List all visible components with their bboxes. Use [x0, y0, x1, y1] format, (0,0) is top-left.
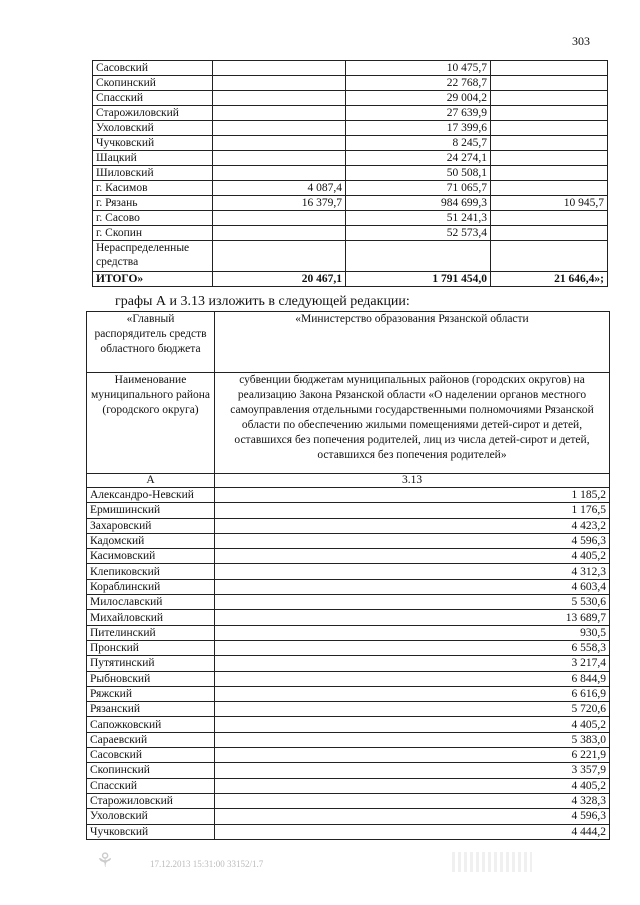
value-cell: 27 639,9: [346, 106, 491, 121]
value-cell: [213, 121, 346, 136]
budget-table-body: [93, 61, 608, 287]
table-row: [87, 595, 610, 610]
district-name: Ухоловский: [87, 809, 215, 824]
total-value: 1 791 454,0: [346, 272, 491, 287]
subvention-value: 4 444,2: [215, 824, 610, 839]
district-name: Кораблинский: [87, 579, 215, 594]
value-cell: 24 274,1: [346, 151, 491, 166]
district-name: Сасовский: [93, 61, 213, 76]
total-value: 20 467,1: [213, 272, 346, 287]
value-cell: 10 475,7: [346, 61, 491, 76]
table-row: [87, 579, 610, 594]
value-cell: [213, 211, 346, 226]
district-name: Захаровский: [87, 518, 215, 533]
table-row: [87, 533, 610, 548]
subvention-value: 6 221,9: [215, 748, 610, 763]
district-name: Пителинский: [87, 625, 215, 640]
unallocated-row: [93, 241, 608, 272]
subvention-value: 1 176,5: [215, 503, 610, 518]
subvention-value: 4 405,2: [215, 778, 610, 793]
table-row: [93, 91, 608, 106]
table-row: [93, 151, 608, 166]
district-name: г. Скопин: [93, 226, 213, 241]
district-name: г. Сасово: [93, 211, 213, 226]
district-name: Рыбновский: [87, 671, 215, 686]
subvention-value: 4 405,2: [215, 717, 610, 732]
header-ministry-name: «Министерство образования Рязанской области: [215, 312, 610, 373]
table-row: [87, 793, 610, 808]
value-cell: [491, 166, 608, 181]
value-cell: 17 399,6: [346, 121, 491, 136]
subvention-value: 6 558,3: [215, 640, 610, 655]
district-name: Михайловский: [87, 610, 215, 625]
table-row: [93, 61, 608, 76]
district-name: Пронский: [87, 640, 215, 655]
subvention-value: 3 357,9: [215, 763, 610, 778]
district-name: Сараевский: [87, 732, 215, 747]
subvention-value: 13 689,7: [215, 610, 610, 625]
column-code-a: А: [87, 474, 215, 488]
table-row: [93, 211, 608, 226]
district-name: Александро-Невский: [87, 488, 215, 503]
subvention-value: 6 844,9: [215, 671, 610, 686]
header-row-distributor: [87, 312, 610, 373]
value-cell: 16 379,7: [213, 196, 346, 211]
value-cell: [491, 241, 608, 272]
subvention-value: 4 328,3: [215, 793, 610, 808]
total-row: [93, 272, 608, 287]
value-cell: [213, 136, 346, 151]
column-codes-row: [87, 474, 610, 488]
value-cell: [346, 241, 491, 272]
district-name: г. Рязань: [93, 196, 213, 211]
subvention-value: 4 603,4: [215, 579, 610, 594]
value-cell: 984 699,3: [346, 196, 491, 211]
table-row: [87, 564, 610, 579]
value-cell: [491, 121, 608, 136]
unallocated-label: Нераспределенные средства: [93, 241, 213, 272]
district-name: Скопинский: [87, 763, 215, 778]
table-row: [87, 625, 610, 640]
table-row: [93, 136, 608, 151]
print-footer: 17.12.2013 15:31:00 33152/1.7: [150, 859, 264, 869]
table-row: [87, 809, 610, 824]
value-cell: [491, 76, 608, 91]
header-subvention-description: субвенции бюджетам муниципальных районов (городских округов) на реализацию Закона Рязанской области «О наделении органов местного самоуправления отдельными государственными полномочиями Рязанской области по обеспечению жилыми помещениями детей-сирот и детей, оставшихся без попечения родителей, лиц из числа детей-сирот и детей, оставшихся без попечения родителей»: [215, 373, 610, 474]
district-name: Спасский: [87, 778, 215, 793]
table-row: [87, 702, 610, 717]
page-number: 303: [572, 34, 590, 48]
amendment-caption: графы А и 3.13 изложить в следующей редакции:: [115, 294, 410, 309]
district-name: Ухоловский: [93, 121, 213, 136]
district-name: г. Касимов: [93, 181, 213, 196]
value-cell: [213, 241, 346, 272]
subvention-value: 5 383,0: [215, 732, 610, 747]
subvention-value: 5 530,6: [215, 595, 610, 610]
table-row: [87, 610, 610, 625]
table-row: [87, 763, 610, 778]
value-cell: 4 087,4: [213, 181, 346, 196]
value-cell: 10 945,7: [491, 196, 608, 211]
subvention-value: 4 405,2: [215, 549, 610, 564]
district-name: Ермишинский: [87, 503, 215, 518]
table-row: [87, 640, 610, 655]
value-cell: 51 241,3: [346, 211, 491, 226]
value-cell: [491, 211, 608, 226]
table-row: [87, 518, 610, 533]
value-cell: 22 768,7: [346, 76, 491, 91]
value-cell: 71 065,7: [346, 181, 491, 196]
value-cell: 8 245,7: [346, 136, 491, 151]
budget-table-continued: [92, 60, 608, 287]
subvention-value: 4 596,3: [215, 533, 610, 548]
value-cell: [213, 61, 346, 76]
value-cell: [213, 226, 346, 241]
value-cell: [491, 61, 608, 76]
district-name: Шацкий: [93, 151, 213, 166]
district-name: Сапожковский: [87, 717, 215, 732]
subvention-value: 4 423,2: [215, 518, 610, 533]
column-code-313: 3.13: [215, 474, 610, 488]
district-name: Касимовский: [87, 549, 215, 564]
value-cell: [491, 91, 608, 106]
total-value: 21 646,4»;: [491, 272, 608, 287]
table-row: [87, 824, 610, 839]
total-label: ИТОГО»: [93, 272, 213, 287]
district-name: Скопинский: [93, 76, 213, 91]
value-cell: [491, 226, 608, 241]
district-name: Чучковский: [87, 824, 215, 839]
table-row: [87, 686, 610, 701]
table-row: [87, 778, 610, 793]
district-name: Милославский: [87, 595, 215, 610]
value-cell: [491, 151, 608, 166]
subvention-value: 5 720,6: [215, 702, 610, 717]
district-name: Клепиковский: [87, 564, 215, 579]
subvention-value: 930,5: [215, 625, 610, 640]
subvention-value: 3 217,4: [215, 656, 610, 671]
district-name: Шиловский: [93, 166, 213, 181]
table-row: [93, 181, 608, 196]
value-cell: [491, 136, 608, 151]
district-name: Кадомский: [87, 533, 215, 548]
table-row: [87, 549, 610, 564]
subvention-table-body: [87, 312, 610, 840]
header-row-names: [87, 373, 610, 474]
table-row: [93, 166, 608, 181]
header-distributor-label: «Главный распорядитель средств областного бюджета: [87, 312, 215, 373]
value-cell: [213, 91, 346, 106]
district-name: Спасский: [93, 91, 213, 106]
table-row: [87, 748, 610, 763]
value-cell: [491, 106, 608, 121]
value-cell: [491, 181, 608, 196]
district-name: Чучковский: [93, 136, 213, 151]
table-row: [93, 121, 608, 136]
table-row: [87, 656, 610, 671]
table-row: [87, 671, 610, 686]
district-name: Путятинский: [87, 656, 215, 671]
value-cell: [213, 106, 346, 121]
table-row: [87, 732, 610, 747]
barcode-mark: [452, 852, 532, 872]
table-row: [87, 503, 610, 518]
value-cell: [213, 151, 346, 166]
table-row: [93, 226, 608, 241]
stamp-mark: ⚘: [96, 850, 114, 872]
table-row: [87, 717, 610, 732]
value-cell: [213, 76, 346, 91]
subvention-value: 1 185,2: [215, 488, 610, 503]
value-cell: 50 508,1: [346, 166, 491, 181]
header-municipality-label: Наименование муниципального района (городского округа): [87, 373, 215, 474]
table-row: [93, 196, 608, 211]
district-name: Рязанский: [87, 702, 215, 717]
subvention-table: [86, 311, 610, 840]
district-name: Ряжский: [87, 686, 215, 701]
value-cell: [213, 166, 346, 181]
table-row: [93, 76, 608, 91]
subvention-value: 4 596,3: [215, 809, 610, 824]
value-cell: 52 573,4: [346, 226, 491, 241]
district-name: Старожиловский: [87, 793, 215, 808]
table-row: [87, 488, 610, 503]
district-name: Сасовский: [87, 748, 215, 763]
district-name: Старожиловский: [93, 106, 213, 121]
subvention-value: 4 312,3: [215, 564, 610, 579]
value-cell: 29 004,2: [346, 91, 491, 106]
table-row: [93, 106, 608, 121]
subvention-value: 6 616,9: [215, 686, 610, 701]
